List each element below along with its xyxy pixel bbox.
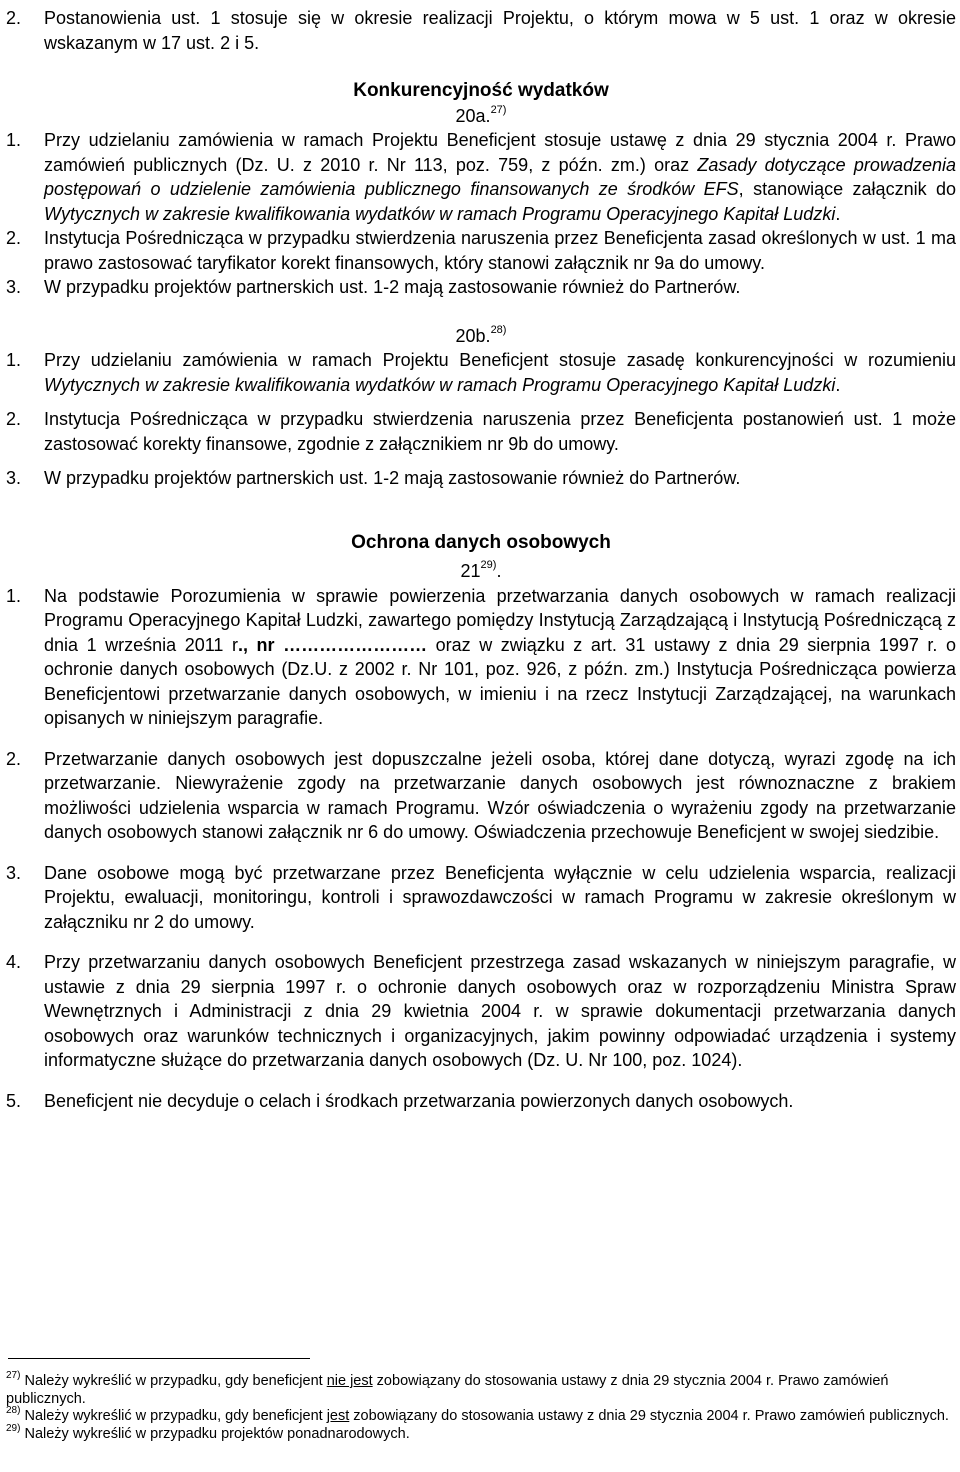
item-text: Przy przetwarzaniu danych osobowych Beneficjent przestrzega zasad wskazanych w niniejszym paragrafie, w ustawie z dnia 29 sierpnia 1997 r. o ochronie danych osobowych oraz w rozporządzeniu Ministra Spraw Wewnętrznych i Administracji z dnia 29 kwietnia 2004 r. w sprawie dokumentacji przetwarzania danych osobowych oraz warunków technicznych i organizacyjnych, jakim powinny odpowiadać urządzenia i systemy informatyczne służące do przetwarzania danych osobowych (Dz. U. Nr 100, poz. 1024). xyxy=(44,952,956,1070)
item-number: 2. xyxy=(6,748,22,769)
item-number: 4. xyxy=(6,952,22,972)
item-text: Beneficjent nie decyduje o celach i środkach przetwarzania powierzonych danych osobowych. xyxy=(44,1090,794,1111)
list-item-21-2 xyxy=(6,747,956,845)
item-text: Przetwarzanie danych osobowych jest dopuszczalne jeżeli osoba, której dane dotyczą, wyrazi zgodę na ich przetwarzanie. Niewyrażenie zgody na przetwarzanie danych osobowych jest równoznaczne z brakiem możliwości udzielenia wsparcia w ramach Programu. Wzór oświadczenia o wyrażeniu zgody na przetwarzanie danych osobowych stanowi załącznik nr 6 do umowy. Oświadczenia przechowuje Beneficjent w swojej siedzibie. xyxy=(44,748,956,842)
section-number-20a: 20a.$^{27)}$ xyxy=(455,103,507,126)
footnote-27: $^{27)}$ Należy wykreślić w przypadku, gdy beneficjent nie jest zobowiązany do stosowania ustawy z dnia 29 stycznia 2004 r. Prawo zamówień publicznych. xyxy=(6,1370,889,1407)
item-number: 2. xyxy=(6,409,22,429)
footnote-ref: 29) xyxy=(480,559,497,571)
list-item-20b-3 xyxy=(6,466,956,491)
item-text: Przy udzielaniu zamówienia w ramach Projektu Beneficjent stosuje ustawę z dnia 29 stycznia 2004 r. Prawo zamówień publicznych (Dz. U. z 2010 r. Nr 113, poz. 759, z późn. zm.) oraz Zasady dotyczące prowadzenia postępowań o udzielenie zamówienia publicznego finansowanych ze środków EFS, stanowiące załącznik do Wytycznych w zakresie kwalifikowania wydatków w ramach Programu Operacyjnego Kapitał Ludzki. xyxy=(44,130,957,224)
document-page xyxy=(6,6,956,1113)
footnote-ref: 27) xyxy=(490,103,507,116)
list-item-20a-2 xyxy=(6,226,956,275)
item-text: Postanowienia ust. 1 stosuje się w okresie realizacji Projektu, o którym mowa w 5 ust. 1 oraz w okresie wskazanym w 17 ust. 2 i 5. xyxy=(44,8,956,53)
item-number: 5. xyxy=(6,1090,22,1111)
item-number: 2. xyxy=(6,228,22,248)
list-item-20a-1 xyxy=(6,128,956,226)
footnote-ref: 28) xyxy=(490,323,507,336)
section-number-20b: 20b.$^{28)}$ xyxy=(455,323,507,346)
item-text: W przypadku projektów partnerskich ust. 1-2 mają zastosowanie również do Partnerów. xyxy=(44,277,741,297)
item-text: Przy udzielaniu zamówienia w ramach Projektu Beneficjent stosuje zasadę konkurencyjności w rozumieniu Wytycznych w zakresie kwalifikowania wydatków w ramach Programu Operacyjnego Kapitał Ludzki. xyxy=(44,350,956,395)
footnote-separator xyxy=(8,1358,310,1359)
item-text: Instytucja Pośrednicząca w przypadku stwierdzenia naruszenia przez Beneficjenta zasad określonych w ust. 1 ma prawo zastosować taryfikator korekt finansowych, który stanowi załącznik nr 9a do umowy. xyxy=(44,228,956,273)
list-item-21-3 xyxy=(6,861,956,935)
item-number: 2. xyxy=(6,8,22,28)
item-text: Na podstawie Porozumienia w sprawie powierzenia przetwarzania danych osobowych w ramach realizacji Programu Operacyjnego Kapitał Ludzki, zawartego pomiędzy Instytucją Zarządzającą i Instytucją Pośredniczącą z dnia 1 września 2011 r., nr …………………… oraz w związku z art. 31 ustawy z dnia 29 sierpnia 1997 r. o ochronie danych osobowych (Dz.U. z 2002 r. Nr 101, poz. 926, z późn. zm.) Instytucja Pośrednicząca powierza Beneficjentowi przetwarzanie danych osobowych, w imieniu i na rzecz Instytucji Zarządzającej, na warunkach opisanych w niniejszym paragrafie. xyxy=(44,585,956,728)
item-number: 1. xyxy=(6,350,22,370)
footnote-29: $^{29)}$ Należy wykreślić w przypadku projektów ponadnarodowych. xyxy=(6,1422,410,1442)
list-item-21-1 xyxy=(6,584,956,731)
footnote-28: $^{28)}$ Należy wykreślić w przypadku, gdy beneficjent jest zobowiązany do stosowania ustawy z dnia 29 stycznia 2004 r. Prawo zamówień publicznych. xyxy=(6,1405,949,1424)
item-text: W przypadku projektów partnerskich ust. 1-2 mają zastosowanie również do Partnerów. xyxy=(44,468,741,488)
section-number-21: 21$^{29)}$. xyxy=(460,559,502,581)
footnotes xyxy=(6,1358,956,1443)
item-number: 1. xyxy=(6,130,22,150)
item-number: 1. xyxy=(6,585,22,606)
list-item-20b-2 xyxy=(6,407,956,456)
item-number: 3. xyxy=(6,468,22,488)
section-heading-ochrona: Ochrona danych osobowych xyxy=(351,531,611,553)
item-number: 3. xyxy=(6,862,22,883)
list-item-20a-3 xyxy=(6,275,956,300)
item-text: Instytucja Pośrednicząca w przypadku stwierdzenia naruszenia przez Beneficjenta postanowień ust. 1 może zastosować korekty finansowe, zgodnie z załącznikiem nr 9b do umowy. xyxy=(44,409,956,454)
list-item-21-4 xyxy=(6,950,956,1073)
paragraph-2 xyxy=(6,6,956,55)
list-item-21-5 xyxy=(6,1089,956,1114)
item-text: Dane osobowe mogą być przetwarzane przez Beneficjenta wyłącznie w celu udzielenia wsparcia, realizacji Projektu, ewaluacji, monitoringu, kontroli i sprawozdawczości w ramach Programu w zakresie określonym w załączniku nr 2 do umowy. xyxy=(44,862,956,932)
section-heading-konkurencyjnosc: Konkurencyjność wydatków xyxy=(353,80,609,101)
list-item-20b-1 xyxy=(6,348,956,397)
item-number: 3. xyxy=(6,277,22,297)
